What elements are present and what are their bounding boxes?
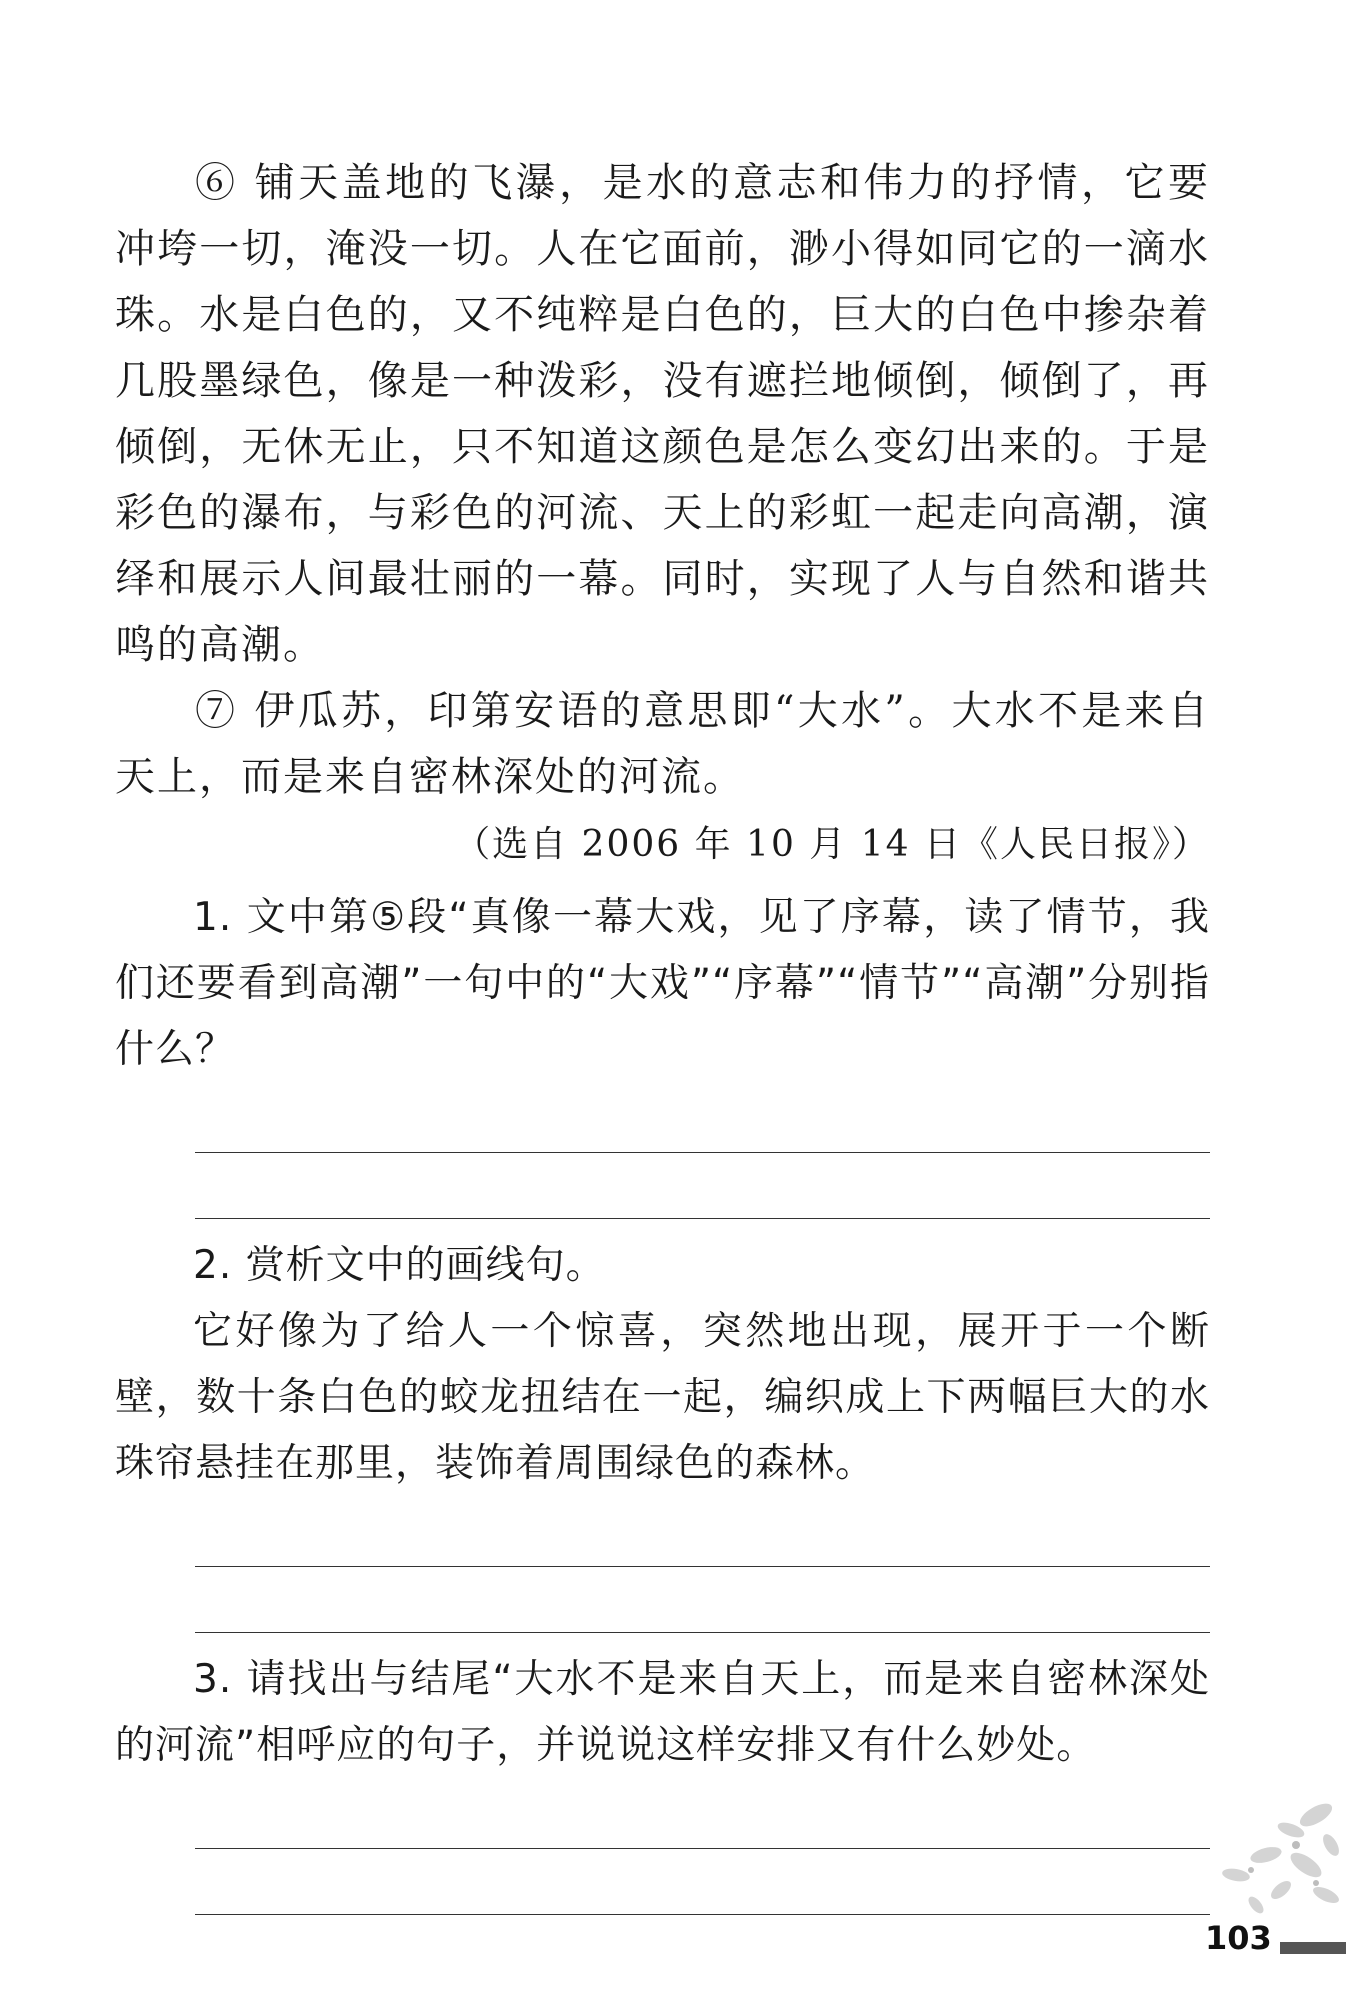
reading-passage (115, 150, 1210, 878)
answer-line[interactable] (195, 1849, 1210, 1915)
page-number-bar (1280, 1942, 1346, 1954)
question-3-text: 3. 请找出与结尾“大水不是来自天上，而是来自密林深处的河流”相呼应的句子，并说说这样安排又有什么妙处。 (115, 1657, 1210, 1768)
question-2-text: 2. 赏析文中的画线句。 (193, 1243, 606, 1288)
answer-line[interactable] (195, 1567, 1210, 1633)
question-list (115, 885, 1210, 1915)
question-1-text: 1. 文中第⑤段“真像一幕大戏，见了序幕，读了情节，我们还要看到高潮”一句中的“大戏”“序幕”“情节”“高潮”分别指什么？ (115, 895, 1210, 1072)
answer-line[interactable] (195, 1501, 1210, 1567)
question-1-answer-area[interactable] (195, 1083, 1210, 1219)
question-3-answer-area[interactable] (195, 1779, 1210, 1915)
question-2-quote: 它好像为了给人一个惊喜，突然地出现，展开于一个断壁，数十条白色的蛟龙扭结在一起，编织成上下两幅巨大的水珠帘悬挂在那里，装饰着周围绿色的森林。 (115, 1309, 1210, 1486)
page-number: 103 (1205, 1919, 1272, 1957)
answer-line[interactable] (195, 1783, 1210, 1849)
question-2 (115, 1233, 1210, 1633)
answer-line[interactable] (195, 1153, 1210, 1219)
question-2-answer-area[interactable] (195, 1497, 1210, 1633)
answer-line[interactable] (195, 1087, 1210, 1153)
question-1 (115, 885, 1210, 1219)
paragraph-7: ⑦ 伊瓜苏，印第安语的意思即“大水”。大水不是来自天上，而是来自密林深处的河流。 (115, 688, 1210, 800)
paragraph-6: ⑥ 铺天盖地的飞瀑，是水的意志和伟力的抒情，它要冲垮一切，淹没一切。人在它面前，渺小得如同它的一滴水珠。水是白色的，又不纯粹是白色的，巨大的白色中掺杂着几股墨绿色，像是一种泼彩，没有遮拦地倾倒，倾倒了，再倾倒，无休无止，只不知道这颜色是怎么变幻出来的。于是彩色的瀑布，与彩色的河流、天上的彩虹一起走向高潮，演绎和展示人间最壮丽的一幕。同时，实现了人与自然和谐共鸣的高潮。 (115, 160, 1210, 668)
question-3 (115, 1647, 1210, 1915)
source-citation: （选自 2006 年 10 月 14 日《人民日报》） (454, 824, 1210, 865)
